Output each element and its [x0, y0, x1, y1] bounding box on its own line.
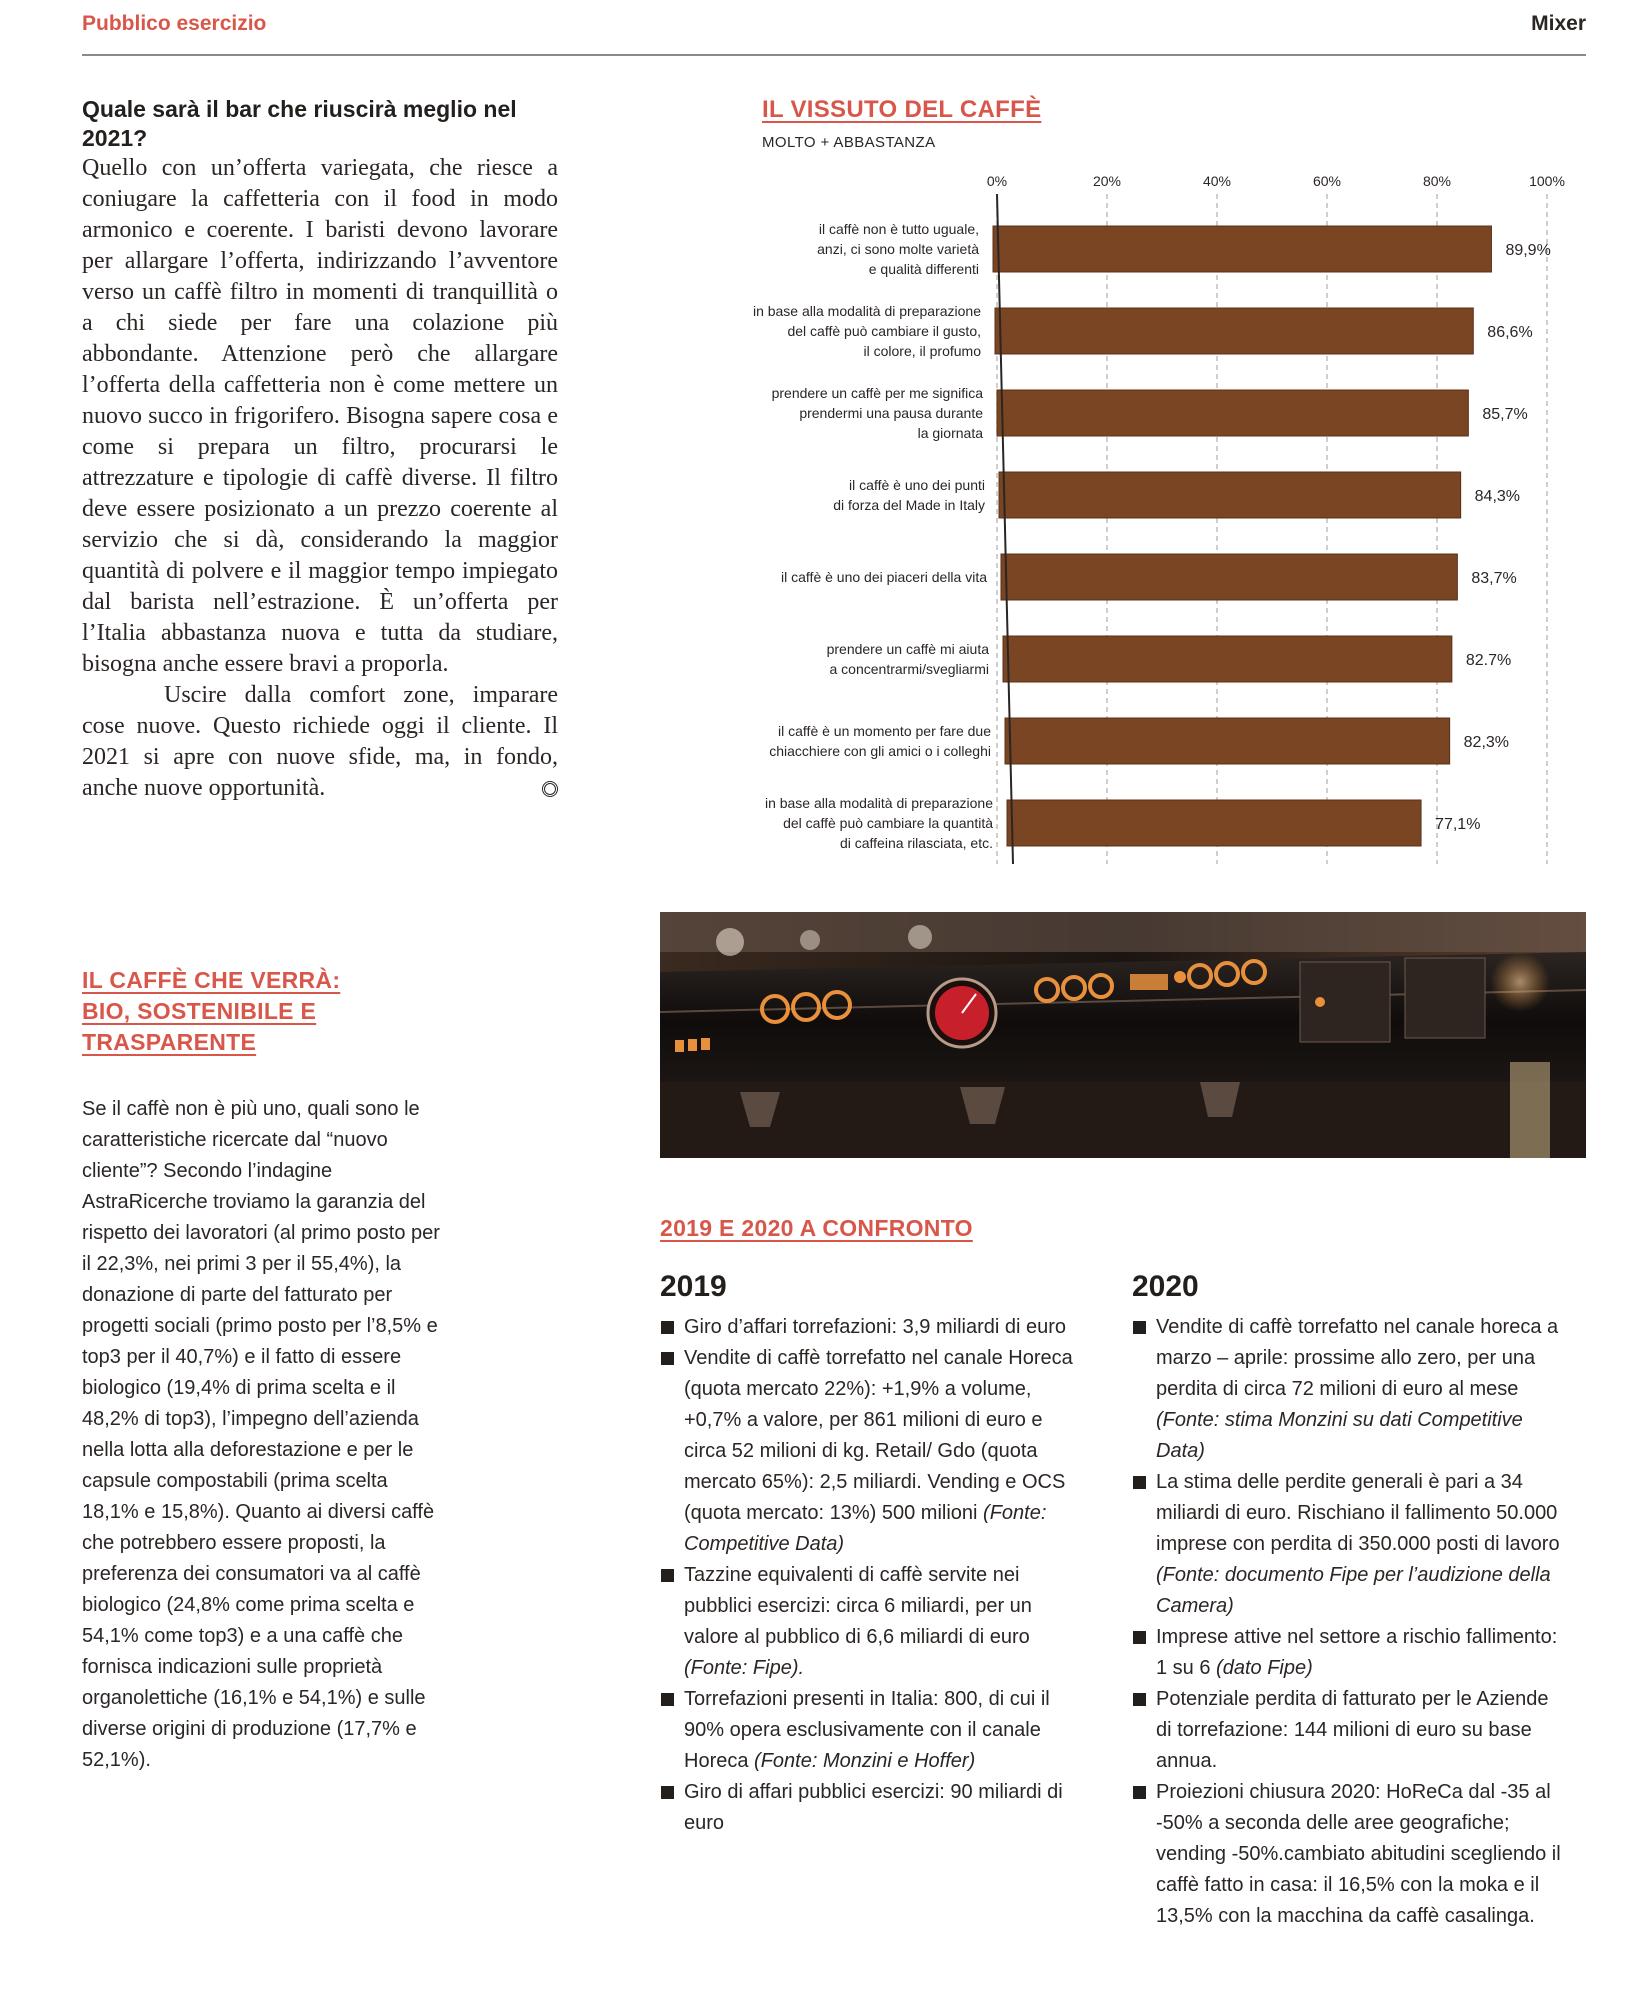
- category-label: il caffè non è tutto uguale,: [818, 221, 979, 237]
- espresso-machine-photo: [660, 912, 1586, 1158]
- article-heading: Quale sarà il bar che riuscirà meglio nel 2021?: [82, 96, 517, 151]
- bar: [1001, 554, 1457, 600]
- header-rule: [82, 54, 1586, 56]
- x-tick-label: 20%: [1092, 173, 1122, 189]
- category-label: la giornata: [917, 425, 983, 441]
- value-label: 89,9%: [1505, 242, 1551, 259]
- article-paragraph-1: Quello con un’offerta variegata, che riesce a coniugare la caffetteria con il food in modo armonico e coerente. I baristi devono lavorare per allargare l’offerta, indirizzando l’avventore verso un caffè filtro in momenti di tranquillità o a chi siede per fare una colazione più abbondante. Attenzione però che allargare l’offerta della caffetteria non è come mettere un nuovo succo in frigorifero. Bisogna sapere cosa e come si prepara un filtro, procurarsi le attrezzature e tipologie di caffè diverse. Il filtro deve essere posizionato a un prezzo coerente al servizio che si dà, considerando la maggior quantità di polvere e il maggior tempo impiegato dal barista nell’estrazione. È un’offerta per l’Italia abbastanza nuova e tutta da studiare, bisogna anche essere bravi a proporla.: [82, 155, 558, 677]
- value-label: 85,7%: [1482, 406, 1528, 423]
- sustainability-title-line-2: BIO, SOSTENIBILE E: [82, 998, 317, 1024]
- chart-title: IL VISSUTO DEL CAFFÈ: [762, 96, 1042, 123]
- article-paragraph-2: [82, 680, 558, 804]
- sustainability-body: Se il caffè non è più uno, quali sono le caratteristiche ricercate dal “nuovo cliente”? Secondo l’indagine AstraRicerche troviamo la garanzia del rispetto dei lavoratori (al primo posto per il 22,3%, nei primi 3 per il 55,4%), la donazione di parte del fatturato per progetti sociali (primo posto per l’8,5% e top3 per il 40,7%) e il fatto di essere biologico (19,4% di prima scelta e il 48,2% di top3), l’impegno dell’azienda nella lotta alla deforestazione e per le capsule compostabili (prima scelta 18,1% e 15,8%). Quanto ai diversi caffè che potrebbero essere proposti, la preferenza dei consumatori va al caffè biologico (24,8% come prima scelta e 54,1% come top3) e a una caffè che fornisca indicazioni sulle proprietà organolettiche (16,1% e 54,1%) e sulle diverse origini di produzione (17,7% e 52,1%).: [82, 1098, 440, 1771]
- year-2020-heading: 2020: [1132, 1270, 1199, 1303]
- category-label: di forza del Made in Italy: [833, 497, 985, 513]
- category-label: il caffè è uno dei punti: [849, 477, 985, 493]
- compare-title: 2019 E 2020 A CONFRONTO: [660, 1215, 973, 1241]
- bar: [999, 472, 1461, 518]
- bar: [995, 308, 1473, 354]
- article: [82, 95, 558, 804]
- year-2019-heading: 2019: [660, 1270, 727, 1303]
- category-label: il colore, il profumo: [863, 343, 981, 359]
- list-item: Giro d’affari torrefazioni: 3,9 miliardi di euro: [660, 1312, 1090, 1343]
- category-label: chiacchiere con gli amici o i colleghi: [769, 743, 991, 759]
- bar: [993, 226, 1491, 272]
- bar: [997, 390, 1468, 436]
- x-tick-label: 100%: [1529, 173, 1565, 189]
- sustainability-title-line-1: IL CAFFÈ CHE VERRÀ:: [82, 967, 341, 993]
- category-label: il caffè è uno dei piaceri della vita: [781, 569, 987, 585]
- list-item: Potenziale perdita di fatturato per le Aziende di torrefazione: 144 milioni di euro su base annua.: [1132, 1684, 1562, 1777]
- x-tick-label: 0%: [986, 173, 1008, 189]
- list-item: La stima delle perdite generali è pari a 34 miliardi di euro. Rischiano il fallimento 50.000 imprese con perdita di 350.000 posti di lavoro (Fonte: documento Fipe per l’audizione della Camera): [1132, 1467, 1562, 1622]
- sustainability-box: [82, 965, 442, 1776]
- category-label: prendere un caffè mi aiuta: [826, 641, 989, 657]
- article-paragraph-2-text: Uscire dalla comfort zone, imparare cose nuove. Questo richiede oggi il cliente. Il 2021 si apre con nuove sfide, ma, in fondo, anche nuove opportunità.: [82, 682, 558, 801]
- category-label: e qualità differenti: [868, 261, 979, 277]
- section-label: Pubblico esercizio: [82, 12, 267, 35]
- category-label: del caffè può cambiare il gusto,: [787, 323, 981, 339]
- category-label: in base alla modalità di preparazione: [764, 795, 993, 811]
- x-tick-label: 60%: [1312, 173, 1342, 189]
- compare-2020-column: [1132, 1270, 1562, 1932]
- bar: [1007, 800, 1421, 846]
- compare-2019-column: [660, 1270, 1090, 1839]
- category-label: in base alla modalità di preparazione: [752, 303, 981, 319]
- value-label: 86,6%: [1487, 324, 1533, 341]
- list-item: Tazzine equivalenti di caffè servite nei pubblici esercizi: circa 6 miliardi, per un valore al pubblico di 6,6 miliardi di euro (Fonte: Fipe).: [660, 1560, 1090, 1684]
- category-label: a concentrarmi/svegliarmi: [829, 661, 989, 677]
- value-label: 84,3%: [1474, 488, 1521, 505]
- list-item: Vendite di caffè torrefatto nel canale Horeca (quota mercato 22%): +1,9% a volume, +0,7% a valore, per 861 milioni di euro e circa 52 milioni di kg. Retail/ Gdo (quota mercato 65%): 2,5 miliardi. Vending e OCS (quota mercato: 13%) 500 milioni (Fonte: Competitive Data): [660, 1343, 1090, 1560]
- category-label: prendere un caffè per me significa: [771, 385, 983, 401]
- x-tick-label: 40%: [1202, 173, 1232, 189]
- value-label: 82,3%: [1463, 734, 1510, 751]
- x-tick-label: 80%: [1422, 173, 1452, 189]
- category-label: il caffè è un momento per fare due: [778, 723, 991, 739]
- category-label: anzi, ci sono molte varietà: [817, 241, 979, 257]
- bar-chart: [680, 168, 1580, 888]
- end-of-article-icon: [542, 781, 558, 797]
- list-item: Vendite di caffè torrefatto nel canale horeca a marzo – aprile: prossime allo zero, per una perdita di circa 72 milioni di euro al mese (Fonte: stima Monzini su dati Competitive Data): [1132, 1312, 1562, 1467]
- list-item: Proiezioni chiusura 2020: HoReCa dal -35 al -50% a seconda delle aree geografiche; vending -50%.cambiato abitudini scegliendo il caffè fatto in casa: il 16,5% con la moka e il 13,5% con la macchina da caffè casalinga.: [1132, 1777, 1562, 1932]
- sustainability-title-line-3: TRASPARENTE: [82, 1029, 257, 1055]
- list-item: Imprese attive nel settore a rischio fallimento: 1 su 6 (dato Fipe): [1132, 1622, 1562, 1684]
- value-label: 83,7%: [1471, 570, 1517, 587]
- chart-subtitle: MOLTO + ABBASTANZA: [762, 134, 936, 151]
- value-label: 82.7%: [1465, 652, 1512, 669]
- bar: [1005, 718, 1450, 764]
- list-item: Torrefazioni presenti in Italia: 800, di cui il 90% opera esclusivamente con il canale Horeca (Fonte: Monzini e Hoffer): [660, 1684, 1090, 1777]
- value-label: 77,1%: [1435, 816, 1481, 833]
- list-item: Giro di affari pubblici esercizi: 90 miliardi di euro: [660, 1777, 1090, 1839]
- category-label: di caffeina rilasciata, etc.: [839, 835, 993, 851]
- column-label: Mixer: [1531, 12, 1586, 35]
- bar: [1003, 636, 1452, 682]
- category-label: del caffè può cambiare la quantità: [783, 815, 993, 831]
- category-label: prendermi una pausa durante: [799, 405, 983, 421]
